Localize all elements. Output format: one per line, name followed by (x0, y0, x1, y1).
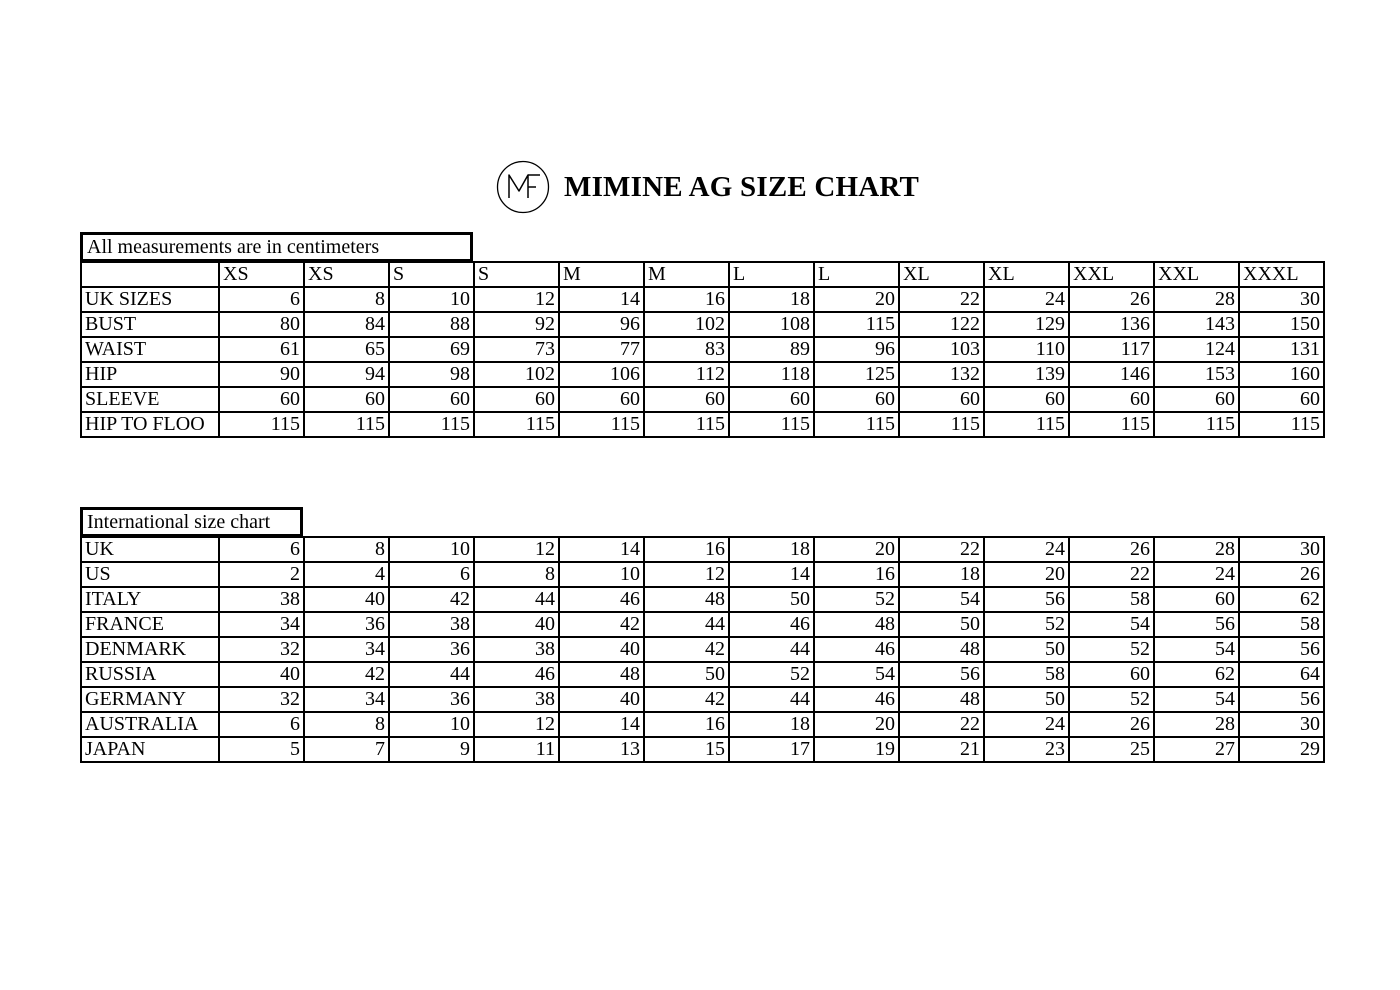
row-label-cell: AUSTRALIA (81, 712, 219, 737)
value-cell: 15 (644, 737, 729, 762)
value-cell: 139 (984, 362, 1069, 387)
value-cell: 2 (219, 562, 304, 587)
value-cell: 14 (559, 287, 644, 312)
value-cell: 7 (304, 737, 389, 762)
value-cell: 40 (304, 587, 389, 612)
size-header-cell: M (559, 262, 644, 287)
value-cell: 32 (219, 637, 304, 662)
row-label-cell: SLEEVE (81, 387, 219, 412)
value-cell: 48 (899, 637, 984, 662)
value-cell: 54 (1154, 637, 1239, 662)
value-cell: 56 (899, 662, 984, 687)
value-cell: 56 (1154, 612, 1239, 637)
row-label-cell: HIP (81, 362, 219, 387)
value-cell: 10 (389, 287, 474, 312)
value-cell: 115 (1069, 412, 1154, 437)
value-cell: 90 (219, 362, 304, 387)
value-cell: 83 (644, 337, 729, 362)
value-cell: 44 (389, 662, 474, 687)
value-cell: 36 (304, 612, 389, 637)
value-cell: 115 (899, 412, 984, 437)
size-header-cell: XXL (1069, 262, 1154, 287)
table-row (81, 637, 1324, 662)
value-cell: 108 (729, 312, 814, 337)
value-cell: 160 (1239, 362, 1324, 387)
value-cell: 12 (474, 537, 559, 562)
value-cell: 52 (1069, 687, 1154, 712)
value-cell: 64 (1239, 662, 1324, 687)
value-cell: 32 (219, 687, 304, 712)
value-cell: 6 (219, 287, 304, 312)
value-cell: 118 (729, 362, 814, 387)
value-cell: 102 (474, 362, 559, 387)
value-cell: 6 (389, 562, 474, 587)
chart-header (494, 160, 919, 214)
value-cell: 20 (814, 712, 899, 737)
value-cell: 18 (729, 537, 814, 562)
value-cell: 54 (899, 587, 984, 612)
value-cell: 44 (729, 637, 814, 662)
value-cell: 129 (984, 312, 1069, 337)
value-cell: 115 (559, 412, 644, 437)
table-row (81, 337, 1324, 362)
value-cell: 48 (899, 687, 984, 712)
size-header-cell: L (729, 262, 814, 287)
value-cell: 40 (219, 662, 304, 687)
value-cell: 77 (559, 337, 644, 362)
value-cell: 22 (899, 712, 984, 737)
value-cell: 54 (814, 662, 899, 687)
value-cell: 22 (899, 287, 984, 312)
row-label-cell: JAPAN (81, 737, 219, 762)
table-row (81, 562, 1324, 587)
value-cell: 60 (389, 387, 474, 412)
value-cell: 84 (304, 312, 389, 337)
value-cell: 60 (729, 387, 814, 412)
value-cell: 26 (1069, 712, 1154, 737)
row-label-cell: UK SIZES (81, 287, 219, 312)
value-cell: 10 (389, 712, 474, 737)
value-cell: 16 (644, 537, 729, 562)
value-cell: 52 (984, 612, 1069, 637)
value-cell: 24 (984, 537, 1069, 562)
value-cell: 115 (389, 412, 474, 437)
value-cell: 18 (899, 562, 984, 587)
value-cell: 54 (1154, 687, 1239, 712)
value-cell: 115 (984, 412, 1069, 437)
page-title: MIMINE AG SIZE CHART (564, 170, 920, 203)
value-cell: 60 (474, 387, 559, 412)
international-size-table (80, 536, 1325, 763)
row-label-cell: HIP TO FLOO (81, 412, 219, 437)
value-cell: 29 (1239, 737, 1324, 762)
row-label-cell: DENMARK (81, 637, 219, 662)
value-cell: 50 (644, 662, 729, 687)
value-cell: 58 (1239, 612, 1324, 637)
value-cell: 24 (984, 712, 1069, 737)
value-cell: 73 (474, 337, 559, 362)
value-cell: 24 (1154, 562, 1239, 587)
value-cell: 60 (304, 387, 389, 412)
value-cell: 34 (219, 612, 304, 637)
mimine-monogram-icon (494, 160, 552, 214)
value-cell: 8 (304, 712, 389, 737)
value-cell: 115 (1154, 412, 1239, 437)
value-cell: 44 (729, 687, 814, 712)
value-cell: 117 (1069, 337, 1154, 362)
table-row (81, 712, 1324, 737)
value-cell: 42 (559, 612, 644, 637)
table-header-row (81, 262, 1324, 287)
value-cell: 60 (559, 387, 644, 412)
value-cell: 103 (899, 337, 984, 362)
value-cell: 40 (559, 637, 644, 662)
row-label-cell: WAIST (81, 337, 219, 362)
size-header-cell: XS (219, 262, 304, 287)
row-label-cell: RUSSIA (81, 662, 219, 687)
row-label-cell: US (81, 562, 219, 587)
value-cell: 8 (474, 562, 559, 587)
value-cell: 46 (729, 612, 814, 637)
value-cell: 28 (1154, 712, 1239, 737)
value-cell: 46 (474, 662, 559, 687)
value-cell: 26 (1069, 287, 1154, 312)
value-cell: 102 (644, 312, 729, 337)
size-header-cell: M (644, 262, 729, 287)
value-cell: 17 (729, 737, 814, 762)
value-cell: 38 (474, 637, 559, 662)
value-cell: 112 (644, 362, 729, 387)
value-cell: 60 (644, 387, 729, 412)
value-cell: 20 (814, 537, 899, 562)
value-cell: 34 (304, 637, 389, 662)
value-cell: 98 (389, 362, 474, 387)
value-cell: 115 (1239, 412, 1324, 437)
value-cell: 58 (1069, 587, 1154, 612)
value-cell: 115 (474, 412, 559, 437)
value-cell: 40 (559, 687, 644, 712)
value-cell: 124 (1154, 337, 1239, 362)
row-label-cell: BUST (81, 312, 219, 337)
value-cell: 62 (1154, 662, 1239, 687)
value-cell: 12 (644, 562, 729, 587)
value-cell: 115 (219, 412, 304, 437)
value-cell: 42 (389, 587, 474, 612)
value-cell: 50 (729, 587, 814, 612)
value-cell: 20 (814, 287, 899, 312)
value-cell: 16 (644, 287, 729, 312)
value-cell: 131 (1239, 337, 1324, 362)
value-cell: 42 (304, 662, 389, 687)
table-row (81, 687, 1324, 712)
value-cell: 60 (1154, 387, 1239, 412)
value-cell: 50 (984, 687, 1069, 712)
value-cell: 48 (814, 612, 899, 637)
value-cell: 92 (474, 312, 559, 337)
value-cell: 50 (984, 637, 1069, 662)
value-cell: 60 (219, 387, 304, 412)
value-cell: 24 (984, 287, 1069, 312)
size-header-cell: XXXL (1239, 262, 1324, 287)
value-cell: 153 (1154, 362, 1239, 387)
value-cell: 14 (559, 537, 644, 562)
table-row (81, 612, 1324, 637)
value-cell: 125 (814, 362, 899, 387)
value-cell: 10 (559, 562, 644, 587)
row-label-cell: ITALY (81, 587, 219, 612)
value-cell: 44 (474, 587, 559, 612)
size-header-cell (81, 262, 219, 287)
value-cell: 115 (814, 412, 899, 437)
value-cell: 88 (389, 312, 474, 337)
value-cell: 48 (644, 587, 729, 612)
table-row (81, 387, 1324, 412)
value-cell: 4 (304, 562, 389, 587)
value-cell: 22 (899, 537, 984, 562)
table-row (81, 662, 1324, 687)
value-cell: 60 (814, 387, 899, 412)
value-cell: 150 (1239, 312, 1324, 337)
value-cell: 65 (304, 337, 389, 362)
value-cell: 52 (814, 587, 899, 612)
value-cell: 58 (984, 662, 1069, 687)
size-header-cell: S (474, 262, 559, 287)
value-cell: 60 (1239, 387, 1324, 412)
value-cell: 26 (1239, 562, 1324, 587)
value-cell: 60 (1069, 662, 1154, 687)
table-row (81, 312, 1324, 337)
value-cell: 44 (644, 612, 729, 637)
value-cell: 16 (814, 562, 899, 587)
value-cell: 11 (474, 737, 559, 762)
international-caption: International size chart (80, 507, 303, 537)
value-cell: 60 (1069, 387, 1154, 412)
value-cell: 110 (984, 337, 1069, 362)
value-cell: 23 (984, 737, 1069, 762)
value-cell: 38 (474, 687, 559, 712)
value-cell: 56 (984, 587, 1069, 612)
value-cell: 19 (814, 737, 899, 762)
value-cell: 38 (389, 612, 474, 637)
row-label-cell: FRANCE (81, 612, 219, 637)
value-cell: 96 (814, 337, 899, 362)
value-cell: 115 (304, 412, 389, 437)
value-cell: 115 (814, 312, 899, 337)
value-cell: 12 (474, 712, 559, 737)
measurements-caption: All measurements are in centimeters (80, 232, 473, 262)
value-cell: 36 (389, 687, 474, 712)
value-cell: 56 (1239, 637, 1324, 662)
value-cell: 14 (729, 562, 814, 587)
value-cell: 54 (1069, 612, 1154, 637)
value-cell: 46 (814, 637, 899, 662)
value-cell: 96 (559, 312, 644, 337)
value-cell: 48 (559, 662, 644, 687)
table-row (81, 287, 1324, 312)
value-cell: 8 (304, 287, 389, 312)
table-row (81, 537, 1324, 562)
value-cell: 50 (899, 612, 984, 637)
value-cell: 56 (1239, 687, 1324, 712)
value-cell: 30 (1239, 287, 1324, 312)
value-cell: 46 (559, 587, 644, 612)
value-cell: 12 (474, 287, 559, 312)
value-cell: 132 (899, 362, 984, 387)
size-header-cell: XL (984, 262, 1069, 287)
value-cell: 60 (984, 387, 1069, 412)
value-cell: 22 (1069, 562, 1154, 587)
value-cell: 30 (1239, 712, 1324, 737)
size-header-cell: XS (304, 262, 389, 287)
value-cell: 46 (814, 687, 899, 712)
value-cell: 26 (1069, 537, 1154, 562)
size-header-cell: XXL (1154, 262, 1239, 287)
value-cell: 146 (1069, 362, 1154, 387)
value-cell: 8 (304, 537, 389, 562)
size-header-cell: XL (899, 262, 984, 287)
value-cell: 52 (1069, 637, 1154, 662)
value-cell: 42 (644, 637, 729, 662)
value-cell: 52 (729, 662, 814, 687)
value-cell: 28 (1154, 287, 1239, 312)
value-cell: 9 (389, 737, 474, 762)
size-header-cell: L (814, 262, 899, 287)
value-cell: 10 (389, 537, 474, 562)
value-cell: 60 (1154, 587, 1239, 612)
table-row (81, 587, 1324, 612)
value-cell: 21 (899, 737, 984, 762)
value-cell: 18 (729, 287, 814, 312)
value-cell: 13 (559, 737, 644, 762)
value-cell: 115 (729, 412, 814, 437)
table-row (81, 412, 1324, 437)
value-cell: 40 (474, 612, 559, 637)
value-cell: 36 (389, 637, 474, 662)
value-cell: 60 (899, 387, 984, 412)
table-row (81, 737, 1324, 762)
value-cell: 20 (984, 562, 1069, 587)
value-cell: 143 (1154, 312, 1239, 337)
value-cell: 16 (644, 712, 729, 737)
size-header-cell: S (389, 262, 474, 287)
value-cell: 89 (729, 337, 814, 362)
value-cell: 80 (219, 312, 304, 337)
measurements-table (80, 261, 1325, 438)
value-cell: 42 (644, 687, 729, 712)
value-cell: 6 (219, 537, 304, 562)
value-cell: 25 (1069, 737, 1154, 762)
value-cell: 27 (1154, 737, 1239, 762)
value-cell: 5 (219, 737, 304, 762)
value-cell: 14 (559, 712, 644, 737)
value-cell: 28 (1154, 537, 1239, 562)
value-cell: 38 (219, 587, 304, 612)
value-cell: 115 (644, 412, 729, 437)
value-cell: 61 (219, 337, 304, 362)
value-cell: 69 (389, 337, 474, 362)
value-cell: 94 (304, 362, 389, 387)
value-cell: 122 (899, 312, 984, 337)
value-cell: 62 (1239, 587, 1324, 612)
row-label-cell: GERMANY (81, 687, 219, 712)
value-cell: 6 (219, 712, 304, 737)
value-cell: 18 (729, 712, 814, 737)
row-label-cell: UK (81, 537, 219, 562)
value-cell: 136 (1069, 312, 1154, 337)
table-row (81, 362, 1324, 387)
value-cell: 106 (559, 362, 644, 387)
value-cell: 30 (1239, 537, 1324, 562)
value-cell: 34 (304, 687, 389, 712)
